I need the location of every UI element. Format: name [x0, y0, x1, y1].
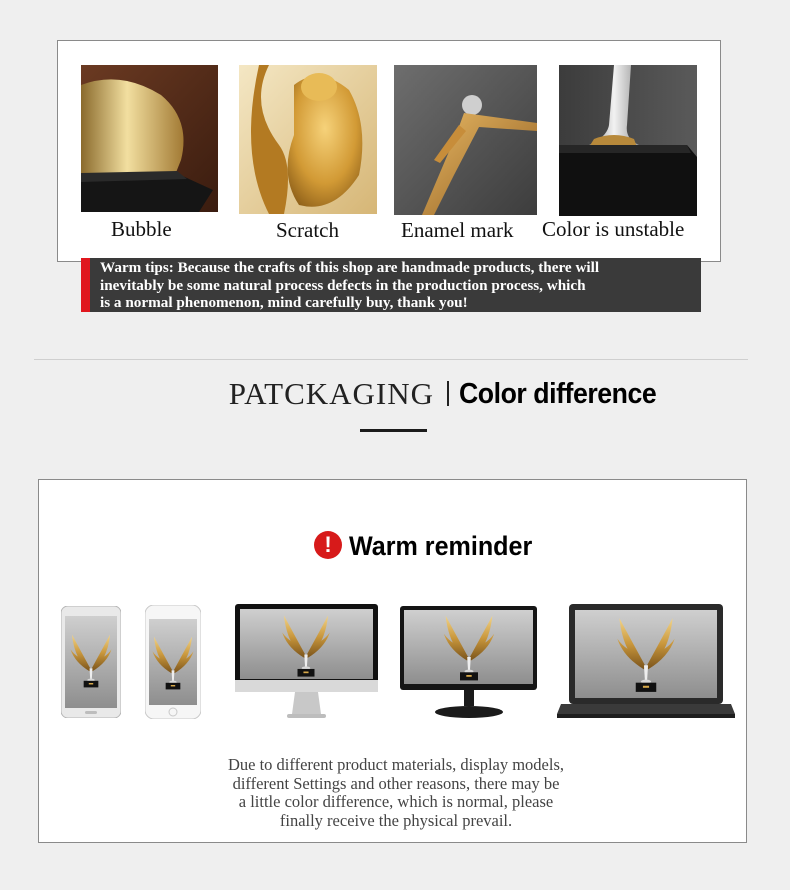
phone-device-2 [145, 605, 201, 719]
enamel-mark-photo [394, 65, 537, 215]
packaging-heading: PATCKAGING [228, 376, 434, 411]
heading-underline [360, 429, 427, 432]
reminder-title: Warm reminder [349, 531, 533, 561]
bubble-photo [81, 65, 218, 212]
alert-icon: ! [314, 531, 342, 559]
defect-label-bubble: Bubble [111, 217, 172, 241]
laptop-device [557, 604, 735, 720]
warm-tips-text: Warm tips: Because the crafts of this shop are handmade products, there will inevitably be some natural process defects in the production process, which is a normal phenomenon, mind carefully buy, thank you! [100, 259, 600, 311]
defect-label-color-unstable: Color is unstable [542, 217, 685, 241]
warm-tips-accent-bar [81, 258, 90, 312]
all-in-one-monitor [235, 604, 378, 720]
defect-label-scratch: Scratch [276, 218, 339, 242]
section-divider [34, 359, 748, 360]
color-difference-heading: Color difference [459, 378, 657, 410]
phone-device-1 [61, 606, 121, 718]
reminder-description: Due to different product materials, display models, different Settings and other reasons, there may be a little color difference, which is normal, please finally receive the physical prevail. [227, 755, 565, 830]
heading-separator [447, 381, 449, 406]
color-unstable-photo [559, 65, 697, 216]
scratch-photo [239, 65, 377, 214]
desktop-monitor [400, 606, 537, 720]
defect-label-enamel-mark: Enamel mark [401, 218, 514, 242]
